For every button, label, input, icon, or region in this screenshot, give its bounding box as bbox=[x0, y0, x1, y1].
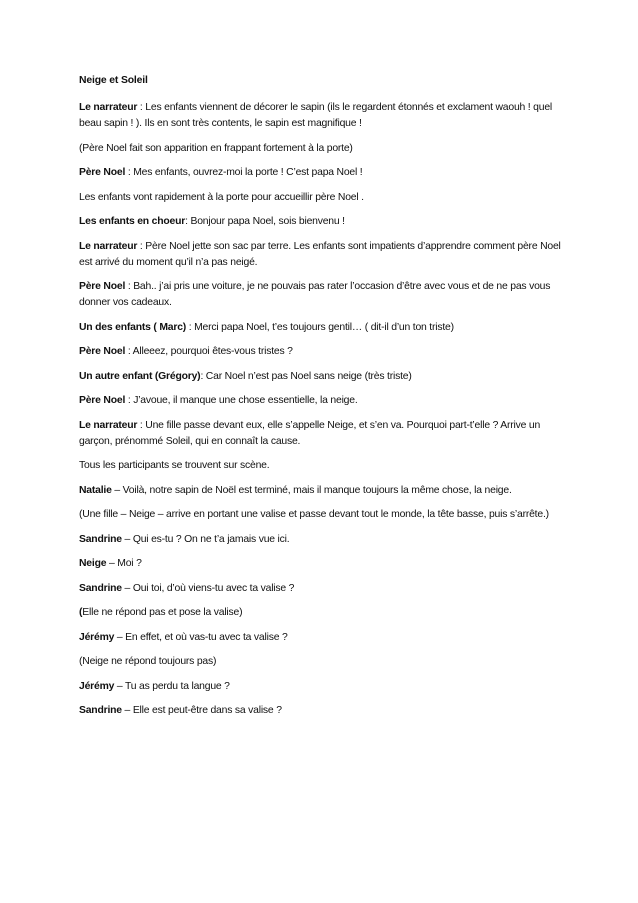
paragraph-text: Tous les participants se trouvent sur scène. bbox=[79, 460, 270, 471]
script-paragraph bbox=[79, 344, 565, 360]
paragraph-text: : Une fille passe devant eux, elle s’appelle Neige, et s’en va. Pourquoi part-t’elle ? Arrive un garçon, prénommé Soleil, qui en connaît la cause. bbox=[79, 419, 541, 447]
stage-direction bbox=[79, 458, 565, 474]
stage-direction bbox=[79, 507, 565, 523]
speaker-name: Père Noel bbox=[79, 167, 126, 178]
speaker-name: Sandrine bbox=[79, 533, 122, 545]
script-paragraph bbox=[79, 239, 565, 271]
speaker-name: Père Noel bbox=[79, 395, 126, 406]
script-paragraph bbox=[79, 483, 565, 499]
script-paragraph bbox=[79, 100, 565, 132]
document-page bbox=[79, 74, 565, 728]
stage-direction bbox=[79, 605, 565, 621]
paragraph-text: – Elle est peut-être dans sa valise ? bbox=[121, 705, 282, 716]
speaker-name: Natalie bbox=[79, 484, 112, 496]
speaker-name: Le narrateur bbox=[79, 102, 138, 113]
paragraph-text: Les enfants vont rapidement à la porte pour accueillir père Noel . bbox=[79, 191, 364, 203]
script-paragraph bbox=[79, 279, 565, 311]
paragraph-text: : Car Noel n’est pas Noel sans neige (très triste) bbox=[200, 370, 412, 382]
paragraph-text: : Bah.. j’ai pris une voiture, je ne pouvais pas rater l’occasion d’être avec vous et de ne pas vous donner vos cadeaux. bbox=[79, 281, 551, 308]
document-title: Neige et Soleil bbox=[79, 75, 148, 86]
paragraph-text: : Père Noel jette son sac par terre. Les enfants sont impatients d’apprendre comment père Noel est arrivé du moment qu’il n’a pas neigé. bbox=[79, 240, 561, 268]
paragraph-text: Elle ne répond pas et pose la valise) bbox=[82, 607, 243, 618]
script-paragraph bbox=[79, 703, 565, 719]
script-paragraph bbox=[79, 630, 565, 646]
stage-direction bbox=[79, 654, 565, 670]
paragraph-text: : Alleeez, pourquoi êtes-vous tristes ? bbox=[125, 346, 293, 357]
speaker-name: Le narrateur bbox=[79, 419, 138, 431]
script-paragraph bbox=[79, 369, 565, 385]
speaker-name: Les enfants en choeur bbox=[79, 216, 186, 227]
script-paragraph bbox=[79, 214, 565, 230]
script-paragraph bbox=[79, 393, 565, 409]
script-paragraph bbox=[79, 556, 565, 572]
speaker-name: Sandrine bbox=[79, 705, 122, 716]
paragraph-text: (Neige ne répond toujours pas) bbox=[79, 656, 217, 667]
script-paragraph bbox=[79, 679, 565, 695]
bold-parenthesis: ( bbox=[79, 607, 83, 618]
paragraph-text: : Merci papa Noel, t’es toujours gentil… ( dit-il d’un ton triste) bbox=[186, 321, 454, 333]
stage-direction bbox=[79, 190, 565, 206]
paragraph-text: – Voilà, notre sapin de Noël est terminé, mais il manque toujours la même chose, la neige. bbox=[111, 484, 512, 496]
paragraph-text: : J’avoue, il manque une chose essentielle, la neige. bbox=[125, 395, 358, 406]
script-paragraph bbox=[79, 532, 565, 548]
script-paragraph bbox=[79, 418, 565, 450]
speaker-name: Un des enfants ( Marc) bbox=[79, 321, 187, 333]
script-paragraph bbox=[79, 320, 565, 336]
paragraph-text: – Tu as perdu ta langue ? bbox=[114, 680, 230, 692]
speaker-name: Jérémy bbox=[79, 680, 115, 692]
paragraph-text: : Mes enfants, ouvrez-moi la porte ! C’est papa Noel ! bbox=[125, 167, 363, 178]
speaker-name: Jérémy bbox=[79, 631, 115, 643]
script-paragraph bbox=[79, 165, 565, 181]
speaker-name: Un autre enfant (Grégory) bbox=[79, 370, 201, 382]
speaker-name: Neige bbox=[79, 558, 107, 569]
paragraph-text: – Qui es-tu ? On ne t’a jamais vue ici. bbox=[121, 533, 290, 545]
speaker-name: Sandrine bbox=[79, 582, 122, 594]
stage-direction bbox=[79, 141, 565, 157]
paragraph-text: (Une fille – Neige – arrive en portant une valise et passe devant tout le monde, la tête basse, puis s’arrête.) bbox=[79, 509, 549, 520]
paragraph-text: – En effet, et où vas-tu avec ta valise ? bbox=[114, 631, 288, 643]
paragraph-text: – Moi ? bbox=[106, 558, 142, 569]
paragraph-text: (Père Noel fait son apparition en frappant fortement à la porte) bbox=[79, 142, 353, 154]
paragraph-text: – Oui toi, d’où viens-tu avec ta valise ? bbox=[121, 582, 295, 594]
paragraph-text: : Bonjour papa Noel, sois bienvenu ! bbox=[185, 216, 345, 227]
script-paragraph bbox=[79, 581, 565, 597]
speaker-name: Le narrateur bbox=[79, 240, 138, 252]
speaker-name: Père Noel bbox=[79, 281, 126, 292]
speaker-name: Père Noel bbox=[79, 346, 126, 357]
paragraph-text: : Les enfants viennent de décorer le sapin (ils le regardent étonnés et exclament waouh ! quel beau sapin ! ). Ils en sont très contents, le sapin est magnifique ! bbox=[79, 102, 553, 129]
